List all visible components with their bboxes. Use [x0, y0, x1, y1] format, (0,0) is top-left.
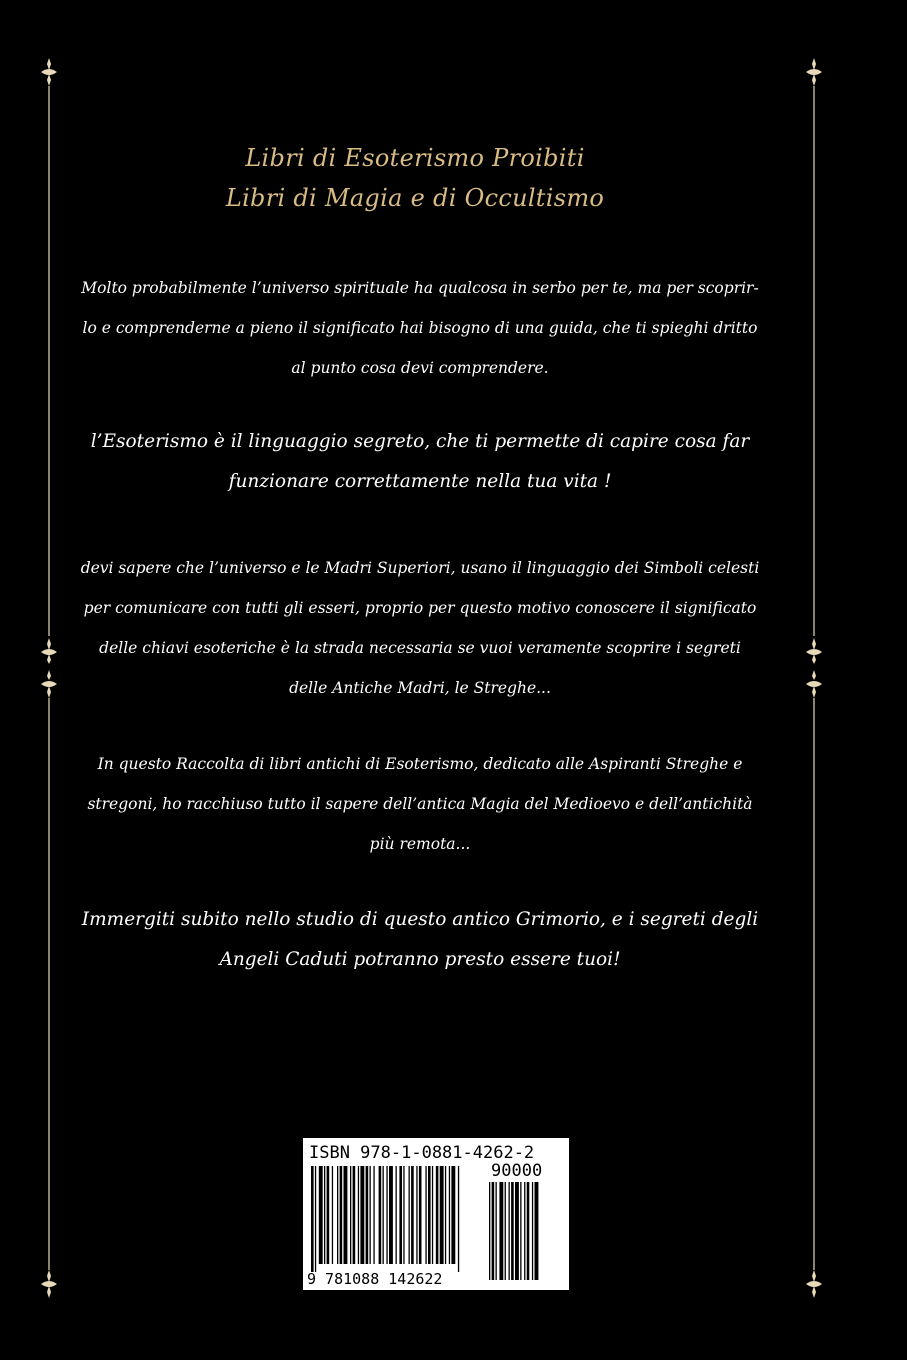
barcode-bar	[432, 1166, 433, 1264]
paragraph-simboli: devi sapere che l’universo e le Madri Superiori, usano il linguaggio dei Simboli celesti per comunicare con tutti gli esseri, proprio per questo motivo conoscere il significato delle chiavi esoteriche è la strada necessaria se vuoi veramente scoprire i segreti delle Antiche Madri, le Streghe...	[80, 559, 760, 697]
barcode-bar	[425, 1166, 426, 1264]
addon-bar	[496, 1182, 497, 1280]
barcode-bar	[358, 1166, 359, 1264]
addon-bar	[524, 1182, 525, 1280]
left-border-ornament	[38, 58, 60, 1298]
barcode-bar	[403, 1166, 404, 1264]
isbn-text: ISBN 978-1-0881-4262-2	[309, 1143, 535, 1163]
addon-bar	[489, 1182, 490, 1280]
barcode-bar	[353, 1166, 356, 1264]
barcode-bar	[411, 1166, 414, 1264]
title-line-2: Libri di Magia e di Occultismo	[225, 184, 605, 212]
addon-bar	[509, 1182, 510, 1280]
addon-bar	[492, 1182, 495, 1280]
barcode-bar	[319, 1166, 323, 1264]
barcode-bar	[389, 1166, 393, 1264]
barcode-bar	[350, 1166, 351, 1264]
addon-bar	[505, 1182, 506, 1280]
barcode-bar	[436, 1166, 439, 1264]
barcode-bar	[386, 1166, 387, 1264]
barcode-bar	[370, 1166, 371, 1264]
barcode-bar	[366, 1166, 369, 1264]
barcode-bars	[311, 1166, 459, 1272]
addon-bar	[499, 1182, 503, 1280]
barcode-bar	[409, 1166, 410, 1264]
barcode-bar	[428, 1166, 431, 1264]
barcode-bar	[396, 1166, 397, 1264]
barcode-bar	[337, 1166, 338, 1264]
barcode-bar	[379, 1166, 382, 1264]
barcode-bar	[332, 1166, 333, 1264]
paragraph-esoterismo: l’Esoterismo è il linguaggio segreto, che ti permette di capire cosa far funzionare correttamente nella tua vita !	[90, 431, 750, 492]
addon-text: 90000	[491, 1161, 543, 1181]
right-border-ornament	[803, 58, 825, 1298]
addon-bar	[535, 1182, 539, 1280]
addon-bar	[520, 1182, 521, 1280]
barcode-bar	[445, 1166, 446, 1264]
barcode-bar	[383, 1166, 384, 1264]
barcode-bar	[449, 1166, 450, 1264]
barcode-bar	[373, 1166, 374, 1264]
paragraph-intro: Molto probabilmente l’universo spirituale ha qualcosa in serbo per te, ma per scoprir-lo e comprenderne a pieno il significato hai bisogno di una guida, che ti spieghi dritto al punto cosa devi comprendere.	[81, 279, 759, 377]
barcode-bar	[344, 1166, 348, 1264]
barcode-bar	[315, 1166, 316, 1272]
barcode-bar	[360, 1166, 364, 1264]
isbn-barcode	[303, 1138, 569, 1290]
addon-bar	[527, 1182, 530, 1280]
paragraph-raccolta: In questo Raccolta di libri antichi di Esoterismo, dedicato alle Aspiranti Streghe e stregoni, ho racchiuso tutto il sapere dell’antica Magia del Medioevo e dell’antichità più remota...	[87, 755, 753, 853]
addon-bar	[515, 1182, 519, 1280]
addon-bar	[511, 1182, 514, 1280]
barcode-bar	[327, 1166, 330, 1264]
title-line-1: Libri di Esoterismo Proibiti	[245, 144, 585, 172]
ean-text: 9 781088 142622	[307, 1270, 443, 1288]
paragraph-grimorio: Immergiti subito nello studio di questo antico Grimorio, e i segreti degli Angeli Caduti potranno presto essere tuoi!	[81, 909, 759, 970]
barcode-bar	[399, 1166, 402, 1264]
addon-bars	[489, 1182, 538, 1280]
barcode-bar	[416, 1166, 417, 1264]
barcode-bar	[440, 1166, 444, 1264]
barcode-bar	[458, 1166, 459, 1272]
barcode-bar	[340, 1166, 343, 1264]
barcode-bar	[451, 1166, 455, 1264]
barcode-bar	[311, 1166, 314, 1272]
barcode-bar	[419, 1166, 422, 1264]
barcode-bar	[324, 1166, 325, 1264]
addon-bar	[532, 1182, 533, 1280]
